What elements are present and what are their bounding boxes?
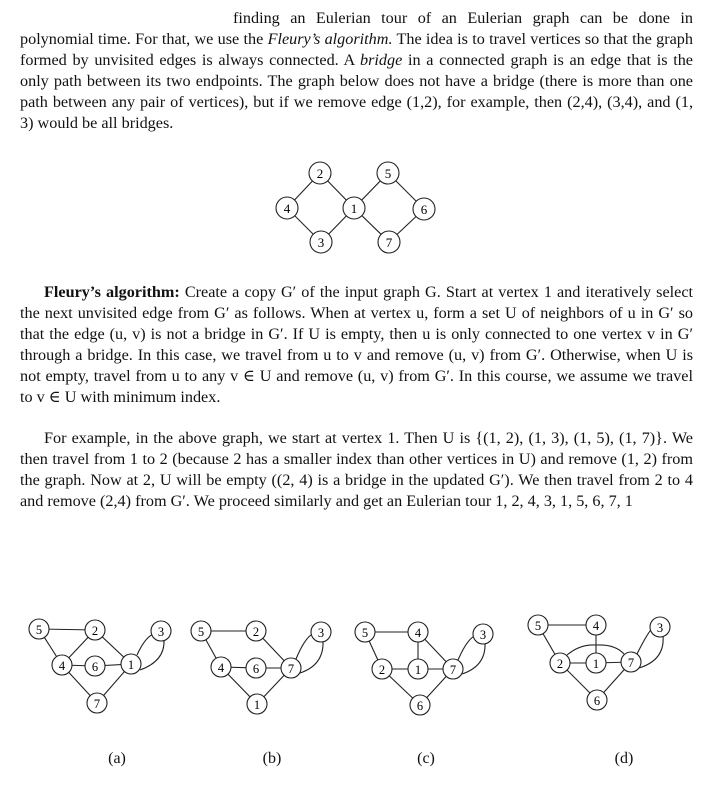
main-node-4 — [276, 197, 298, 219]
figure-b-graph — [188, 615, 348, 720]
fig-a-node: 1 — [127, 658, 135, 672]
figure-d-graph — [525, 610, 685, 715]
fig-c-node: 7 — [449, 663, 457, 677]
figure-d-caption: (d) — [614, 750, 634, 767]
figure-c-caption: (c) — [417, 750, 435, 767]
fig-c-node: 5 — [361, 626, 369, 640]
intro-text-3: in a connected graph is an edge that is the only path between its two endpoints. The graph below does not have a bridge (there is more than one path between any pair of vertices), but if we remove edge (1,2), for example, then (2,4), (3,4), and (1, 3) would be all bridges. — [20, 51, 693, 132]
main-node-6 — [413, 198, 435, 220]
fig-b-node: 2 — [252, 625, 260, 639]
main-node-5 — [377, 162, 399, 184]
intro-algorithm-name: Fleury’s algorithm. — [267, 30, 393, 48]
fig-d-node: 2 — [556, 657, 564, 671]
fig-a-node: 5 — [35, 623, 43, 637]
fig-d-node: 5 — [534, 619, 542, 633]
figure-c-graph — [350, 615, 510, 720]
algorithm-title: Fleury’s algorithm: — [44, 283, 180, 301]
fig-d-node: 6 — [593, 694, 601, 708]
svg-text:3: 3 — [317, 235, 325, 250]
main-node-2 — [309, 162, 331, 184]
fig-d-node: 3 — [656, 621, 664, 635]
fig-c-node: 6 — [416, 699, 424, 713]
fig-c-node: 2 — [378, 663, 386, 677]
svg-text:6: 6 — [420, 202, 428, 217]
fig-d-node: 7 — [627, 656, 635, 670]
fig-b-node: 3 — [317, 626, 325, 640]
fig-b-node: 1 — [253, 698, 261, 712]
svg-text:7: 7 — [385, 235, 393, 250]
fig-a-node: 2 — [91, 624, 99, 638]
fig-d-node: 1 — [592, 657, 600, 671]
figure-a-graph — [25, 615, 185, 720]
main-node-1 — [343, 197, 365, 219]
main-node-7 — [378, 231, 400, 253]
main-graph-figure — [270, 158, 440, 258]
svg-text:2: 2 — [316, 166, 324, 181]
example-paragraph: For example, in the above graph, we start at vertex 1. Then U is {(1, 2), (1, 3), (1, 5), (1, 7)}. We then travel from 1 to 2 (because 2 has a smaller index than other vertices in U) and remove (1, 2) from the graph. Now at 2, U will be empty ((2, 4) is a bridge in the updated G′). We then travel from 2 to 4 and remove (2,4) from G′. We proceed similarly and get an Eulerian tour 1, 2, 4, 3, 1, 5, 6, 7, 1 — [20, 429, 693, 510]
fig-c-node: 4 — [414, 626, 422, 640]
svg-text:5: 5 — [384, 166, 392, 181]
fig-a-node: 7 — [93, 697, 101, 711]
fig-a-node: 4 — [58, 659, 66, 673]
svg-text:4: 4 — [283, 201, 291, 216]
main-node-3 — [310, 231, 332, 253]
algorithm-body: Create a copy G′ of the input graph G. Start at vertex 1 and iteratively select the next unvisited edge from G′ as follows. When at vertex u, form a set U of neighbors of u in G′ so that the edge (u, v) is not a bridge in G′. If U is empty, then u is only connected to one vertex v in G′ through a bridge. In this case, we travel from u to v and remove (u, v) from G′. Otherwise, when U is not empty, travel from u to any v ∈ U and remove (u, v) from G′. In this course, we assume we travel to v ∈ U with minimum index. — [20, 283, 694, 406]
fig-a-node: 3 — [157, 625, 165, 639]
fig-c-node: 1 — [414, 663, 422, 677]
algorithm-paragraph — [20, 282, 693, 408]
fig-b-node: 7 — [287, 662, 295, 676]
intro-bridge-term: bridge — [360, 51, 403, 69]
figure-a-caption: (a) — [108, 750, 126, 767]
fig-d-node: 4 — [592, 619, 600, 633]
intro-text-1: finding an Eulerian tour of an Eulerian graph can be done in polynomial time. For that, we use the — [20, 9, 693, 48]
fig-b-node: 6 — [252, 662, 260, 676]
svg-text:1: 1 — [350, 201, 358, 216]
fig-c-node: 3 — [479, 628, 487, 642]
figure-b-caption: (b) — [262, 750, 282, 767]
fig-a-node: 6 — [91, 660, 99, 674]
intro-paragraph — [20, 8, 693, 134]
fig-b-node: 5 — [197, 625, 205, 639]
intro-text-2: The idea is to travel vertices so that the graph formed by unvisited edges is always connected. A — [20, 30, 693, 69]
fig-b-node: 4 — [217, 661, 225, 675]
